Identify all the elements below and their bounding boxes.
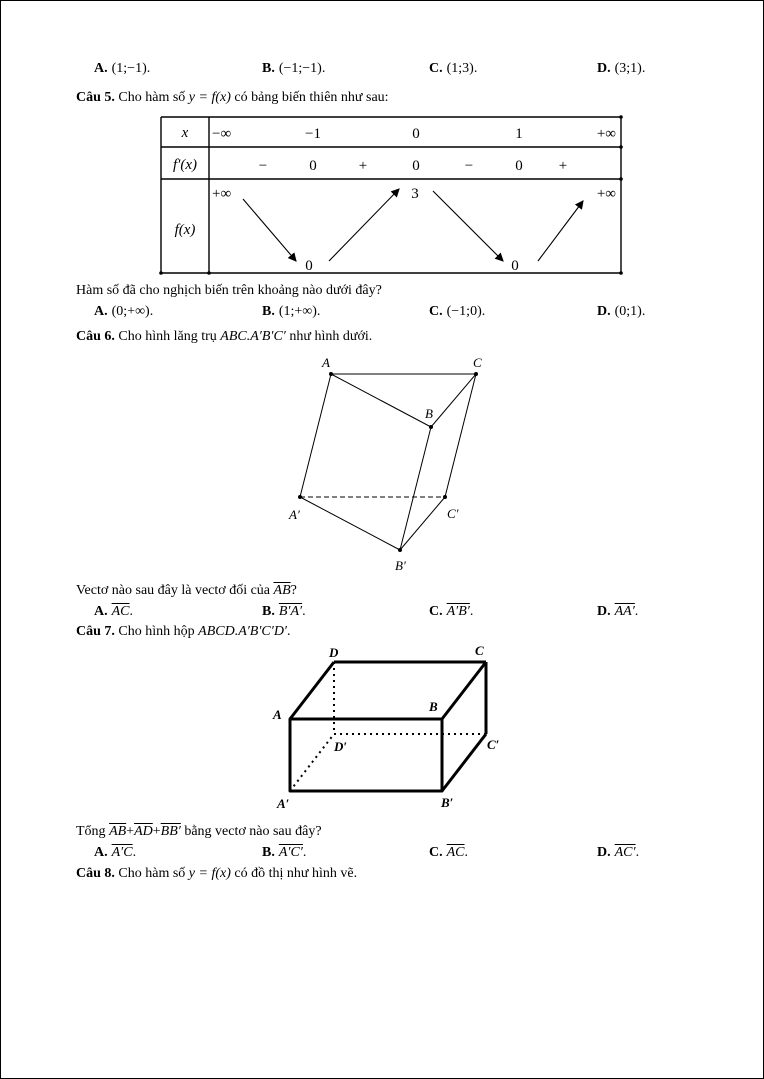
q6-stem: Câu 6. Cho hình lăng trụ ABC.A′B′C′ như hình dưới. bbox=[76, 329, 373, 344]
derivative-sign: + bbox=[358, 158, 368, 174]
f-value: 3 bbox=[411, 186, 419, 202]
q5-question: Hàm số đã cho nghịch biến trên khoảng nào dưới đây? bbox=[76, 283, 382, 298]
vertex-label: B bbox=[429, 699, 438, 714]
variation-table bbox=[151, 111, 631, 281]
vertex-label: D bbox=[329, 645, 339, 660]
f-value: 0 bbox=[511, 258, 519, 274]
q4-option-a[interactable]: A. (1;−1). bbox=[94, 61, 151, 76]
q6-option-a[interactable]: A. $\overline{AC}$. bbox=[94, 604, 134, 619]
vertex-label: D′ bbox=[334, 739, 348, 754]
q5-option-d[interactable]: D. (0;1). bbox=[597, 304, 646, 319]
q7-question: Tổng $\overline{AB}+\overline{AD}+BB'$ bằng vectơ nào sau đây? bbox=[76, 824, 322, 839]
q4-option-c[interactable]: C. (1;3). bbox=[429, 61, 478, 76]
vertex-label: C bbox=[473, 355, 482, 370]
derivative-sign: 0 bbox=[309, 158, 317, 174]
vertex-label: B′ bbox=[441, 795, 454, 810]
vertex-label: A bbox=[273, 707, 282, 722]
q7-option-c[interactable]: C. $\overline{AC}$. bbox=[429, 845, 469, 860]
f-value: +∞ bbox=[596, 186, 616, 202]
q6-question: Vectơ nào sau đây là vectơ đối của $\overline{AB}$? bbox=[76, 583, 297, 598]
q7-option-b[interactable]: B. A′C′. bbox=[262, 845, 307, 860]
q7-option-d[interactable]: D. AC′. bbox=[597, 845, 640, 860]
derivative-sign: − bbox=[258, 158, 268, 174]
vertex-label: B′ bbox=[395, 558, 406, 573]
vertex-label: C′ bbox=[487, 737, 500, 752]
x-value: 1 bbox=[515, 126, 523, 142]
q4-option-b[interactable]: B. (−1;−1). bbox=[262, 61, 326, 76]
decrease-arrow bbox=[243, 199, 296, 261]
increase-arrow bbox=[329, 189, 399, 261]
derivative-sign: + bbox=[558, 158, 568, 174]
x-value: 0 bbox=[412, 126, 420, 142]
decrease-arrow bbox=[433, 191, 503, 261]
q6-option-d[interactable]: D. AA′. bbox=[597, 604, 639, 619]
vertex-label: A′ bbox=[277, 796, 290, 811]
x-value: +∞ bbox=[596, 126, 616, 142]
vertex-label: A bbox=[322, 355, 330, 370]
vertex-label: A′ bbox=[289, 507, 300, 522]
f-value: 0 bbox=[305, 258, 313, 274]
derivative-sign: 0 bbox=[412, 158, 420, 174]
q5-option-a[interactable]: A. (0;+∞). bbox=[94, 304, 154, 319]
x-value: −1 bbox=[305, 126, 321, 142]
q4-option-d[interactable]: D. (3;1). bbox=[597, 61, 646, 76]
row-x-label: x bbox=[181, 125, 189, 141]
q6-option-b[interactable]: B. B′A′. bbox=[262, 604, 306, 619]
q6-option-c[interactable]: C. A′B′. bbox=[429, 604, 474, 619]
q5-option-b[interactable]: B. (1;+∞). bbox=[262, 304, 321, 319]
box-figure bbox=[261, 641, 521, 821]
prism-figure bbox=[271, 351, 511, 581]
q5-option-c[interactable]: C. (−1;0). bbox=[429, 304, 486, 319]
vertex-label: C bbox=[475, 643, 484, 658]
derivative-sign: 0 bbox=[515, 158, 523, 174]
x-value: −∞ bbox=[212, 126, 232, 142]
q7-option-a[interactable]: A. A′C. bbox=[94, 845, 137, 860]
q5-stem: Câu 5. Cho hàm số y = f(x) có bảng biến thiên như sau: bbox=[76, 90, 389, 105]
derivative-sign: − bbox=[464, 158, 474, 174]
vertex-label: C′ bbox=[447, 506, 459, 521]
row-f-label: f(x) bbox=[174, 222, 196, 238]
q7-stem: Câu 7. Cho hình hộp ABCD.A′B′C′D′. bbox=[76, 624, 291, 639]
increase-arrow bbox=[538, 201, 583, 261]
q8-stem: Câu 8. Cho hàm số y = f(x) có đồ thị như hình vẽ. bbox=[76, 866, 358, 881]
vertex-label: B bbox=[425, 406, 433, 421]
f-value: +∞ bbox=[212, 186, 232, 202]
row-fprime-label: f′(x) bbox=[172, 157, 198, 173]
